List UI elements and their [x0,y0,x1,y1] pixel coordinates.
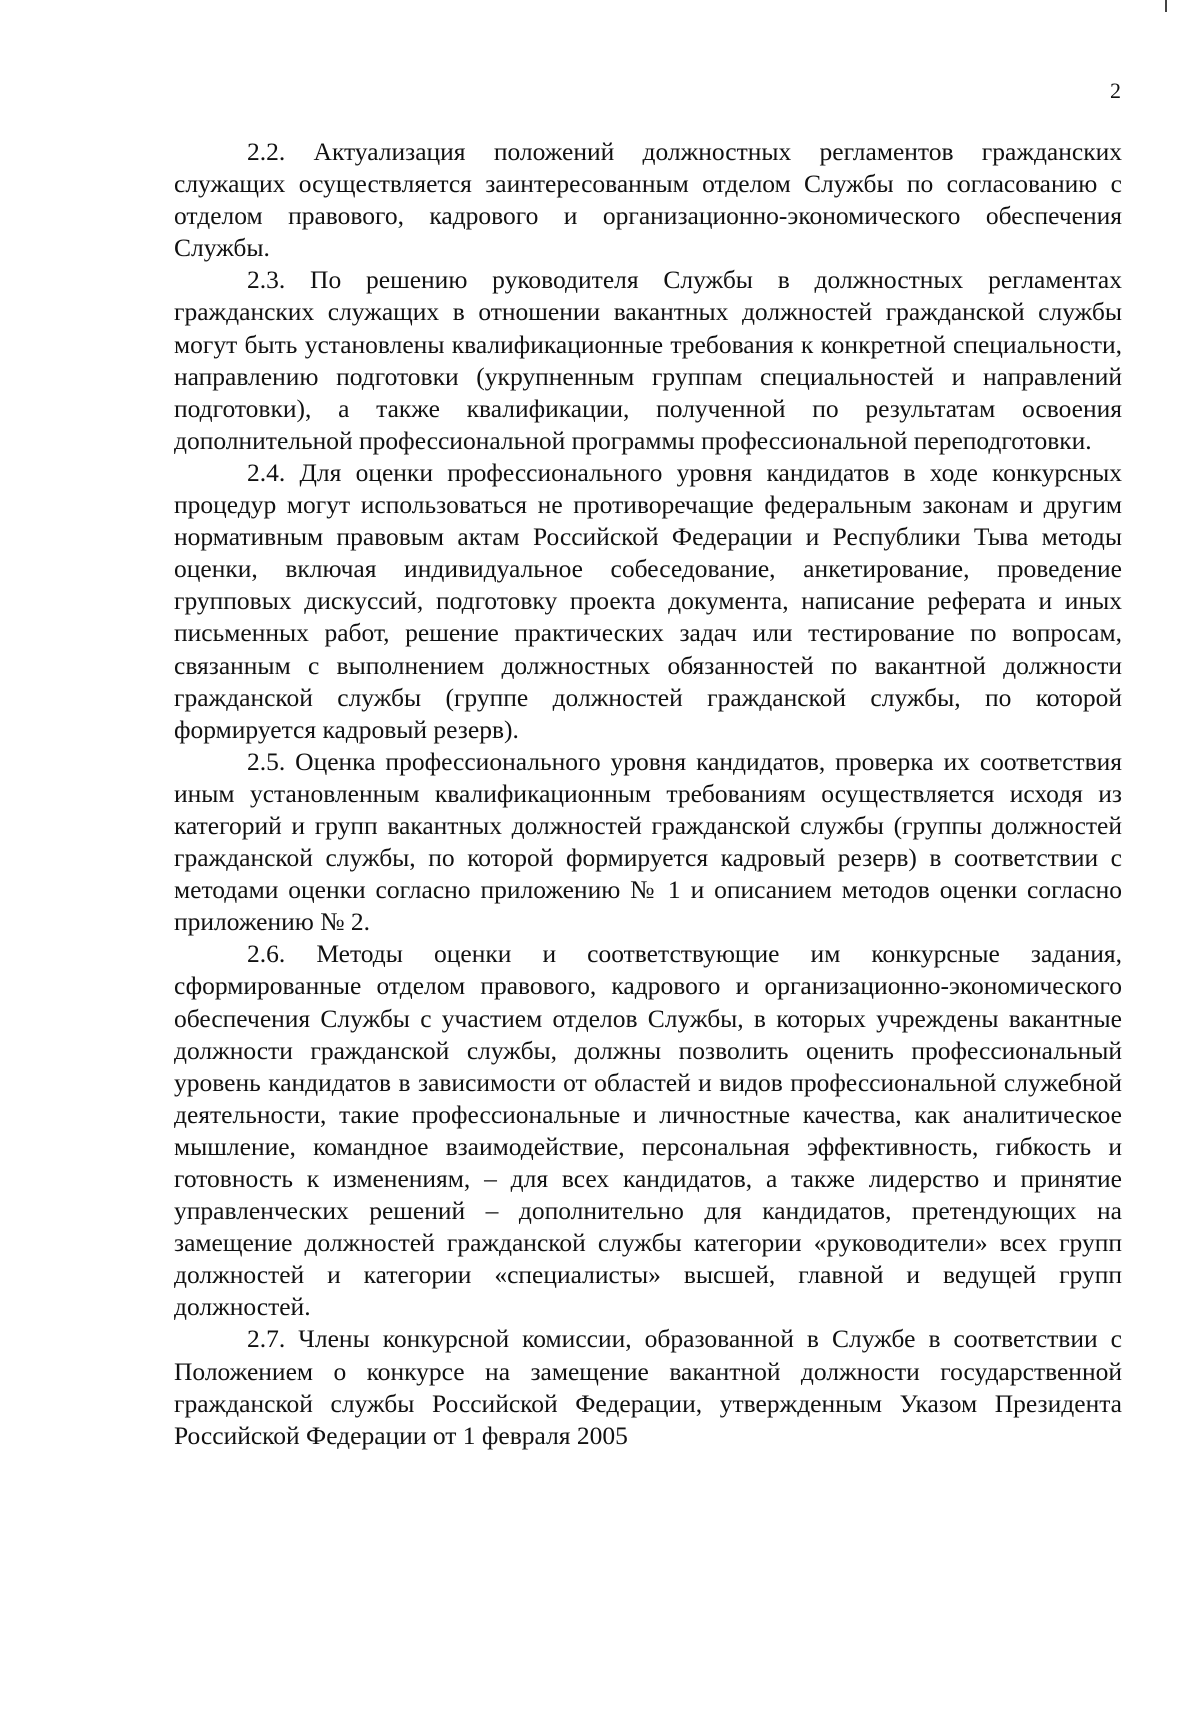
page-number: 2 [1110,78,1121,103]
document-body [174,136,1122,1452]
scan-edge-mark [1165,0,1167,12]
paragraph-2-3: 2.3. По решению руководителя Службы в должностных регламентах гражданских служащих в отношении вакантных должностей гражданской службы могут быть установлены квалификационные требования к конкретной специальности, направлению подготовки (укрупненным группам специальностей и направлений подготовки), а также квалификации, полученной по результатам освоения дополнительной профессиональной программы профессиональной переподготовки. [174,265,1122,455]
paragraph-2-5: 2.5. Оценка профессионального уровня кандидатов, проверка их соответствия иным установленным квалификационным требованиям осуществляется исходя из категорий и групп вакантных должностей гражданской службы (группы должностей гражданской службы, по которой формируется кадровый резерв) в соответствии с методами оценки согласно приложению № 1 и описанием методов оценки согласно приложению № 2. [174,746,1122,937]
paragraph-2-2: 2.2. Актуализация положений должностных регламентов гражданских служащих осуществляется заинтересованным отделом Службы по согласованию с отделом правового, кадрового и организационно-экономического обеспечения Службы. [174,137,1122,263]
paragraph-2-4: 2.4. Для оценки профессионального уровня кандидатов в ходе конкурсных процедур могут использоваться не противоречащие федеральным законам и другим нормативным правовым актам Российской Федерации и Республики Тыва методы оценки, включая индивидуальное собеседование, анкетирование, проведение групповых дискуссий, подготовку проекта документа, написание реферата и иных письменных работ, решение практических задач или тестирование по вопросам, связанным с выполнением должностных обязанностей по вакантной должности гражданской службы (группе должностей гражданской службы, по которой формируется кадровый резерв). [174,457,1122,744]
paragraph-2-7: 2.7. Члены конкурсной комиссии, образованной в Службе в соответствии с Положением о конкурсе на замещение вакантной должности государственной гражданской службы Российской Федерации, утвержденным Указом Президента Российской Федерации от 1 февраля 2005 [174,1324,1122,1450]
paragraph-2-6: 2.6. Методы оценки и соответствующие им конкурсные задания, сформированные отделом правового, кадрового и организационно-экономического обеспечения Службы с участием отделов Службы, в которых учреждены вакантные должности гражданской службы, должны позволить оценить профессиональный уровень кандидатов в зависимости от областей и видов профессиональной служебной деятельности, такие профессиональные и личностные качества, как аналитическое мышление, командное взаимодействие, персональная эффективность, гибкость и готовность к изменениям, – для всех кандидатов, а также лидерство и принятие управленческих решений – дополнительно для кандидатов, претендующих на замещение должностей гражданской службы категории «руководители» всех групп должностей и категории «специалисты» высшей, главной и ведущей групп должностей. [174,939,1122,1322]
